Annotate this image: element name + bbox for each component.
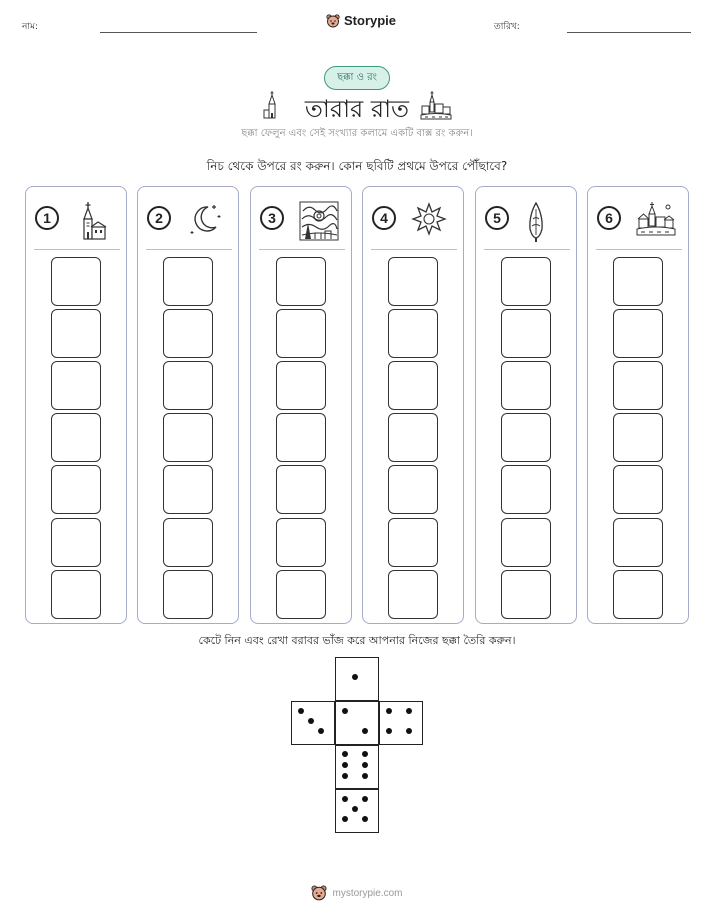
die-pip [298,708,304,714]
die-face-5 [335,789,379,833]
color-box[interactable] [613,465,663,514]
column-number: 2 [147,206,171,230]
color-box[interactable] [276,413,326,462]
column-header [476,187,576,249]
color-box[interactable] [388,309,438,358]
village-icon [420,90,452,120]
color-box[interactable] [163,570,213,619]
color-box[interactable] [51,413,101,462]
color-box[interactable] [613,518,663,567]
color-box[interactable] [163,465,213,514]
die-face-2 [335,701,379,745]
cut-instruction: কেটে নিন এবং রেখা বরাবর ভাঁজ করে আপনার নিজের ছক্কা তৈরি করুন। [198,634,516,647]
die-pip [362,751,368,757]
color-box[interactable] [276,465,326,514]
die-pip [318,728,324,734]
brand-name: Storypie [344,13,397,28]
column-1 [25,186,127,624]
column-header [251,187,351,249]
column-5 [475,186,577,624]
brand-logo [326,13,396,28]
die-pip [342,773,348,779]
column-divider [371,249,457,250]
color-box[interactable] [501,413,551,462]
die-pip [352,674,358,680]
color-box[interactable] [388,570,438,619]
column-header [26,187,126,249]
column-2 [137,186,239,624]
die-pip [342,796,348,802]
name-line [100,32,257,33]
column-3 [250,186,352,624]
moon-stars-icon [186,201,222,241]
color-box[interactable] [51,309,101,358]
color-box[interactable] [163,518,213,567]
column-number: 6 [597,206,621,230]
color-box[interactable] [388,465,438,514]
die-pip [342,708,348,714]
color-box[interactable] [388,518,438,567]
bear-mascot-icon [326,14,340,28]
cypress-tree-icon [524,201,548,247]
column-divider [596,249,682,250]
color-box[interactable] [388,257,438,306]
color-box[interactable] [163,257,213,306]
die-pip [342,751,348,757]
color-box[interactable] [163,361,213,410]
color-box[interactable] [613,361,663,410]
color-box[interactable] [276,570,326,619]
village-icon [636,201,676,241]
date-line [567,32,691,33]
column-divider [146,249,232,250]
die-pip [406,708,412,714]
column-number: 1 [35,206,59,230]
star-icon [411,201,447,241]
column-6 [587,186,689,624]
column-header [138,187,238,249]
color-box[interactable] [51,518,101,567]
die-pip [342,816,348,822]
color-box[interactable] [276,361,326,410]
color-box[interactable] [388,413,438,462]
color-box[interactable] [51,570,101,619]
footer-url[interactable]: mystorypie.com [332,887,403,899]
die-pip [386,728,392,734]
die-pip [362,816,368,822]
color-box[interactable] [501,465,551,514]
column-4 [362,186,464,624]
column-divider [484,249,570,250]
color-box[interactable] [501,518,551,567]
color-box[interactable] [276,257,326,306]
color-box[interactable] [163,309,213,358]
color-box[interactable] [501,570,551,619]
color-box[interactable] [613,257,663,306]
color-box[interactable] [613,309,663,358]
die-pip [362,773,368,779]
subtitle: ছক্কা ফেলুন এবং সেই সংখ্যার কলামে একটি বাক্স রং করুন। [241,128,473,139]
instruction-text: নিচ থেকে উপরে রং করুন। কোন ছবিটি প্রথমে উপরে পৌঁছাবে? [206,159,508,173]
color-box[interactable] [501,257,551,306]
column-divider [34,249,120,250]
die-face-4 [379,701,423,745]
church-icon [74,201,108,245]
color-box[interactable] [613,570,663,619]
color-box[interactable] [51,465,101,514]
die-pip [352,806,358,812]
die-pip [308,718,314,724]
color-box[interactable] [51,361,101,410]
color-box[interactable] [276,518,326,567]
activity-badge: ছক্কা ও রং [324,66,390,90]
die-pip [362,728,368,734]
column-number: 3 [260,206,284,230]
color-box[interactable] [501,361,551,410]
column-number: 4 [372,206,396,230]
color-box[interactable] [276,309,326,358]
color-box[interactable] [501,309,551,358]
color-box[interactable] [51,257,101,306]
column-header [363,187,463,249]
column-divider [259,249,345,250]
die-pip [362,796,368,802]
color-box[interactable] [613,413,663,462]
color-box[interactable] [163,413,213,462]
swirl-sky-icon [299,201,339,245]
footer [0,885,714,901]
date-label: তারিখ: [494,22,520,32]
die-pip [362,762,368,768]
page-title: তারার রাত [304,95,410,123]
name-label: নাম: [22,22,39,32]
color-box[interactable] [388,361,438,410]
die-face-1 [335,657,379,701]
die-face-6 [335,745,379,789]
worksheet-header [0,0,714,50]
die-pip [406,728,412,734]
die-pip [342,762,348,768]
die-pip [386,708,392,714]
bear-mascot-icon [311,885,327,901]
column-number: 5 [485,206,509,230]
die-face-3 [291,701,335,745]
column-header [588,187,688,249]
